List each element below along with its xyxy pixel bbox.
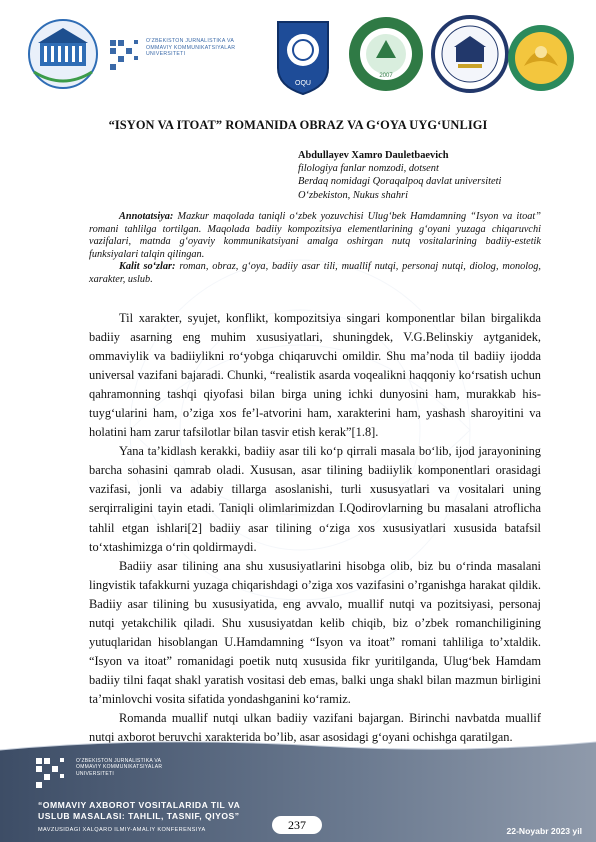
conference-title-line-2: USLUB MASALASI: TAHLIL, TASNIF, QIYOS” <box>38 810 240 821</box>
footer-uni-line-1: O'ZBEKISTON JURNALISTIKA VA <box>76 758 162 764</box>
uni-name-line-2: OMMAVIY KOMMUNIKATSIYALAR <box>146 44 236 51</box>
seal-logo-text: OQU <box>295 80 311 87</box>
journalism-university-name <box>146 38 256 58</box>
keywords-text: roman, obraz, g‘oya, badiiy asar tili, muallif nutqi, personaj nutqi, diolog, monolog, xarakter, uslub. <box>89 261 541 285</box>
body-paragraph-4: Romanda muallif nutqi ulkan badiiy vazifani bajargan. Birinchi navbatda muallif nutqi axborot beruvchi xarakterida bo’lib, asar asosidagi g‘oyani ochishga qaratilgan. <box>89 710 541 745</box>
navy-university-logo-icon <box>430 14 510 94</box>
journalism-university-emblem-icon <box>108 38 144 72</box>
abstract-label: Annotatsiya: <box>119 211 174 222</box>
uni-name-line-1: O'ZBEKISTON JURNALISTIKA VA <box>146 38 235 44</box>
author-affiliation: Berdaq nomidagi Qoraqalpoq davlat universiteti <box>298 176 502 188</box>
author-location: O‘zbekiston, Nukus shahri <box>298 189 408 201</box>
karakalpak-university-logo-icon <box>20 16 106 94</box>
body-paragraph-2: Yana ta’kidlash kerakki, badiiy asar tili ko‘p qirrali masala bo‘lib, ijod jarayonining barcha sohasini qamrab oladi. Xususan, asar tilining badiiylik komponentlari orasidagi vazifasi, jonli va adabiy tillarga asoslanishi, turli xususyatlari va vositalari uning serqirraligini tayin etadi. Taniqli olimlarimizdan I.Qodirovlarning bu masalani atroflicha tahlil etgan ishlari[2] badiiy asar tilining o‘ziga xos xususiyatlari xususida batafsil to‘xtashimizga o‘rin qoldirmaydi. <box>89 444 541 554</box>
article-body <box>89 309 541 747</box>
page-footer <box>0 736 596 842</box>
conference-subtitle: MAVZUSIDAGI XALQARO ILMIY-AMALIY KONFERENSIYA <box>38 827 206 833</box>
footer-university-name <box>76 758 196 777</box>
article-title: “ISYON VA ITOAT” ROMANIDA OBRAZ VA G‘OYA UYG‘UNLIGI <box>108 118 488 132</box>
keywords-paragraph <box>89 261 541 286</box>
header-logos <box>0 10 596 102</box>
footer-university-emblem-icon <box>34 756 70 790</box>
footer-uni-line-2: OMMAVIY KOMMUNIKATSIYALAR <box>76 764 163 771</box>
author-name: Abdullayev Xamro Dauletbaevich <box>298 150 449 161</box>
blue-seal-logo-icon <box>272 16 334 96</box>
green-logo-year: 2007 <box>379 73 393 79</box>
page-number: 237 <box>272 816 322 834</box>
gold-emblem-logo-icon <box>506 22 576 94</box>
green-university-logo-icon <box>346 14 426 94</box>
abstract <box>89 211 541 287</box>
body-paragraph-1: Til xarakter, syujet, konflikt, kompozitsiya singari komponentlar bilan birgalikda badiiy asarning eng muhim xususiyatlari, shuningdek, V.G.Belinskiy aytganidek, ommaviylik va badiiylikni ro‘yobga chiqaruvchi omildir. Shu ma’noda til badiiy ijodda universal vazifani bajaradi. Chunki, “realistik asarda voqealikni haqqoniy ko‘rsatish uchun qahramonning tashqi qiyofasi bilan birga uning ichki dunyosini ham, murakkab his-tuyg‘ularini ham, o’ziga xos fe’l-atvorini ham, xarakterini ham, yashash sharoyitini va holatini ham zarur tafsilotlar bilan tasvir etish kerak”[1.8]. <box>89 311 541 440</box>
author-degree: filologiya fanlar nomzodi, dotsent <box>298 163 439 175</box>
uni-name-line-3: UNIVERSITETI <box>146 51 186 58</box>
body-paragraph-3: Badiiy asar tilining ana shu xususiyatlarini hisobga olib, biz bu o‘rinda masalani lingvistik tafakkurni yuzaga chiqarishdagi o’ziga xos vazifasini o’rganishga harakat qildik. Badiiy asar tilining bu xususiyatida, eng avvalo, muallif nutqi va pozitsiyasi, personaj nutqi yetakchilik qiladi. Shu xususiyatdan kelib chiqib, biz o’zbek romanchiligining yutuqlaridan hisoblangan U.Hamdamning “Isyon va itoat” romani tahliliga to’xtaldik. “Isyon va itoat” romanidagi poetik nutq xususida fikr yuritilganda, Ulug‘bek Hamdam badiiy tilni faqat shakl yaratish vositasi deb emas, balki unga shakl bilan mazmun birligini ta’minlovchi vosita sifatida yondashganini ko‘ramiz. <box>89 558 541 706</box>
conference-date: 22-Noyabr 2023 yil <box>506 826 582 836</box>
author-block <box>298 149 568 202</box>
keywords-label: Kalit so‘zlar: <box>119 261 176 273</box>
footer-uni-line-3: UNIVERSITETI <box>76 770 115 777</box>
abstract-text: Mazkur maqolada taniqli o‘zbek yozuvchisi Ulug‘bek Hamdamning “Isyon va itoat” romani tahlilga tortilgan. Maqolada badiiy kompozitsiya elementlarining g‘oyani yuzaga chiqaruvchi vazifalari, matnda g‘oyaviy kommunikatsiyani amalga oshirgan nutq vositalarining badiiy-estetik funksiyalari talqin qilingan. <box>89 211 541 260</box>
conference-title-line-1: “OMMAVIY AXBOROT VOSITALARIDA TIL VA <box>38 800 241 810</box>
abstract-paragraph <box>89 211 541 261</box>
